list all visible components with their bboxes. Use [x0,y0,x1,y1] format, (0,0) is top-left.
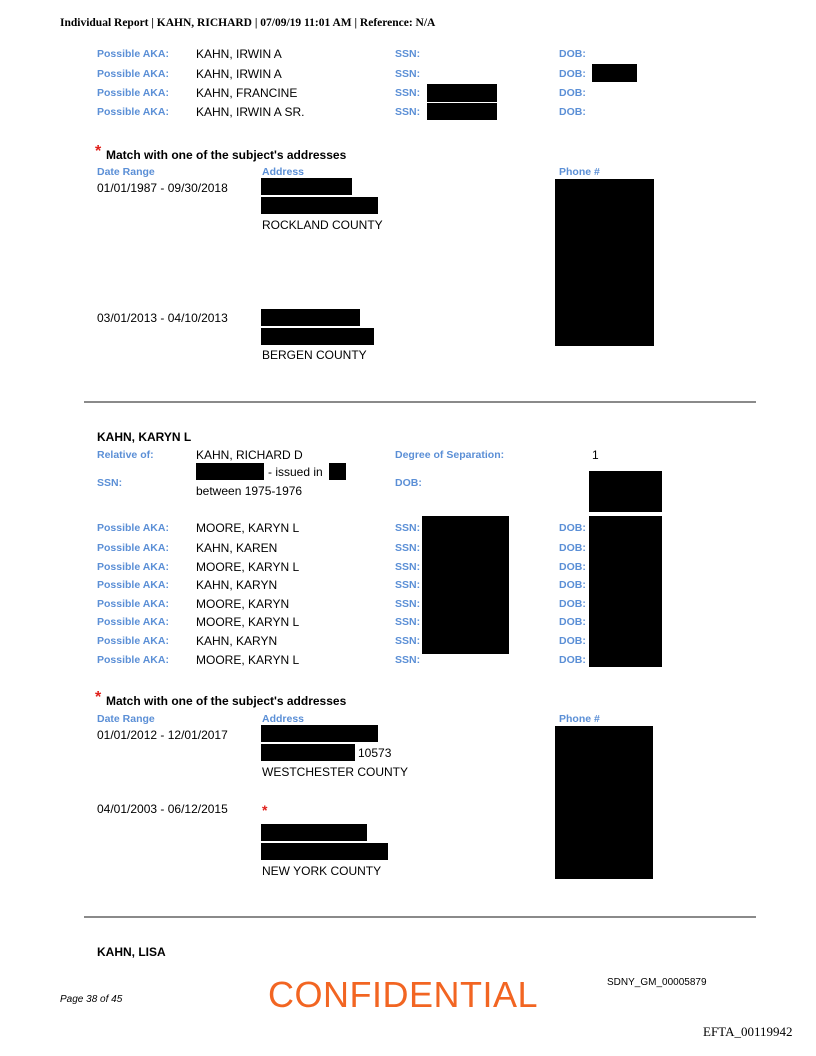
redaction-box [261,328,374,345]
possible-aka-label: Possible AKA: [97,106,169,118]
address-county: NEW YORK COUNTY [262,864,382,878]
redaction-box [329,463,346,480]
aka-name: MOORE, KARYN L [196,653,300,667]
redaction-box [261,843,388,860]
page-number: Page 38 of 45 [60,994,123,1005]
dob-label: DOB: [559,561,586,573]
redaction-box [427,103,497,120]
dob-label: DOB: [559,635,586,647]
address-date-range: 01/01/1987 - 09/30/2018 [97,181,228,195]
address-date-range: 01/01/2012 - 12/01/2017 [97,728,228,742]
phone-header: Phone # [559,713,600,725]
dob-label: DOB: [559,654,586,666]
redaction-box [422,516,509,654]
ssn-issued-text: - issued in [268,465,323,479]
redaction-box [589,516,662,667]
redaction-box [261,744,355,761]
ssn-label: SSN: [97,477,123,489]
ssn-label: SSN: [395,48,421,60]
aka-name: KAHN, FRANCINE [196,86,298,100]
aka-name: KAHN, KARYN [196,634,278,648]
section-divider [84,916,756,918]
ssn-label: SSN: [395,561,421,573]
possible-aka-label: Possible AKA: [97,87,169,99]
address-county: WESTCHESTER COUNTY [262,765,409,779]
address-date-range: 04/01/2003 - 06/12/2015 [97,802,228,816]
redaction-box [555,179,654,346]
aka-name: MOORE, KARYN L [196,560,300,574]
possible-aka-label: Possible AKA: [97,542,169,554]
redaction-box [555,726,653,879]
report-header: Individual Report | KAHN, RICHARD | 07/09/19 11:01 AM | Reference: N/A [60,17,436,29]
ssn-label: SSN: [395,616,421,628]
aka-name: KAHN, KAREN [196,541,278,555]
bates-number: SDNY_GM_00005879 [607,977,707,988]
relative-name: KAHN, LISA [97,945,166,959]
dob-label: DOB: [559,87,586,99]
dob-label: DOB: [559,542,586,554]
degree-value: 1 [592,448,599,462]
possible-aka-label: Possible AKA: [97,654,169,666]
address-date-range: 03/01/2013 - 04/10/2013 [97,311,228,325]
ssn-label: SSN: [395,579,421,591]
ssn-label: SSN: [395,87,421,99]
possible-aka-label: Possible AKA: [97,598,169,610]
dob-label: DOB: [559,616,586,628]
section-divider [84,401,756,403]
ssn-label: SSN: [395,106,421,118]
address-county: ROCKLAND COUNTY [262,218,383,232]
redaction-box [427,84,497,102]
redaction-box [261,824,367,841]
dob-label: DOB: [559,68,586,80]
ssn-label: SSN: [395,635,421,647]
ssn-label: SSN: [395,522,421,534]
phone-header: Phone # [559,166,600,178]
address-zip: 10573 [358,746,392,760]
dob-label: DOB: [559,579,586,591]
aka-name: MOORE, KARYN L [196,521,300,535]
aka-name: MOORE, KARYN [196,597,290,611]
redaction-box [261,725,378,742]
ssn-label: SSN: [395,68,421,80]
possible-aka-label: Possible AKA: [97,579,169,591]
efta-number: EFTA_00119942 [703,1024,793,1039]
redaction-box [261,309,360,326]
dob-label: DOB: [559,48,586,60]
ssn-label: SSN: [395,654,421,666]
possible-aka-label: Possible AKA: [97,48,169,60]
dob-label: DOB: [559,522,586,534]
dob-label: DOB: [559,106,586,118]
dob-label: DOB: [395,477,422,489]
address-county: BERGEN COUNTY [262,348,367,362]
confidential-stamp: CONFIDENTIAL [268,974,539,1015]
match-note: Match with one of the subject's addresses [106,148,347,162]
possible-aka-label: Possible AKA: [97,68,169,80]
aka-name: KAHN, IRWIN A [196,67,282,81]
dob-label: DOB: [559,598,586,610]
redaction-box [261,178,352,195]
degree-label: Degree of Separation: [395,449,505,461]
aka-name: KAHN, IRWIN A SR. [196,105,305,119]
possible-aka-label: Possible AKA: [97,616,169,628]
possible-aka-label: Possible AKA: [97,561,169,573]
relative-name: KAHN, KARYN L [97,430,192,444]
redaction-box [261,197,378,214]
ssn-between-text: between 1975-1976 [196,484,303,498]
date-range-header: Date Range [97,166,155,178]
aka-name: KAHN, IRWIN A [196,47,282,61]
match-star-icon: * [95,143,102,160]
match-note: Match with one of the subject's addresses [106,694,347,708]
redaction-box [589,471,662,512]
relative-of-label: Relative of: [97,449,154,461]
redaction-box [196,463,264,480]
address-header: Address [262,166,305,178]
aka-name: KAHN, KARYN [196,578,278,592]
ssn-label: SSN: [395,542,421,554]
match-star-icon: * [95,689,102,706]
redaction-box [592,64,637,82]
date-range-header: Date Range [97,713,155,725]
match-star-icon: * [262,802,268,818]
relative-of-value: KAHN, RICHARD D [196,448,303,462]
possible-aka-label: Possible AKA: [97,522,169,534]
possible-aka-label: Possible AKA: [97,635,169,647]
address-header: Address [262,713,305,725]
ssn-label: SSN: [395,598,421,610]
aka-name: MOORE, KARYN L [196,615,300,629]
